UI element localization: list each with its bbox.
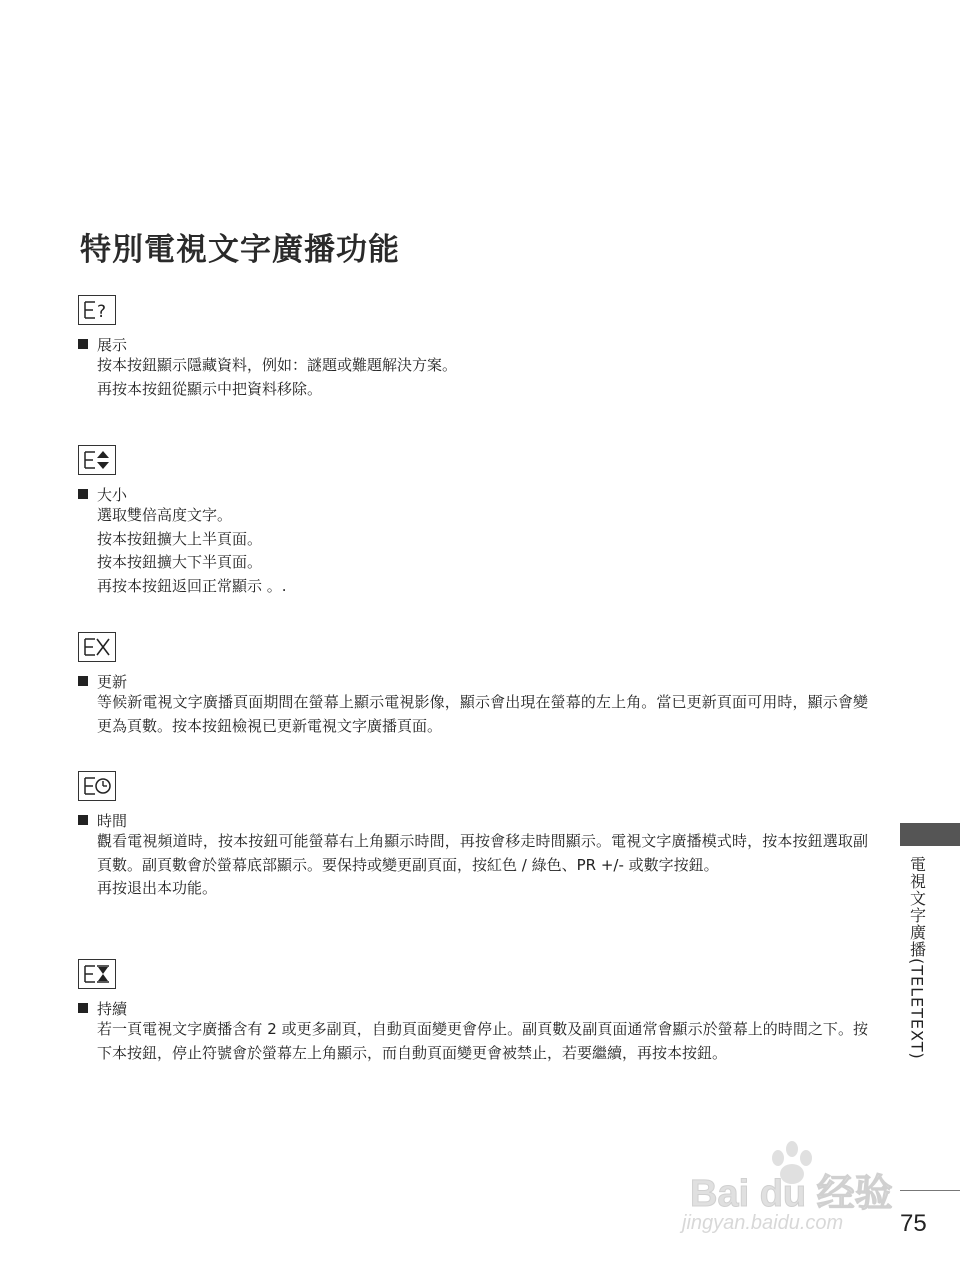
section-line: 再按本按鈕從顯示中把資料移除。 bbox=[97, 379, 323, 398]
time-icon bbox=[78, 771, 116, 801]
section-heading: 更新 bbox=[97, 672, 128, 691]
bullet-icon bbox=[78, 676, 88, 686]
reveal-icon bbox=[78, 295, 116, 325]
section-paragraph: 等候新電視文字廣播頁面期間在螢幕上顯示電視影像，顯示會出現在螢幕的左上角。當已更新頁面可用時，顯示會變更為頁數。按本按鈕檢視已更新電視文字廣播頁面。 bbox=[97, 693, 868, 735]
section-time bbox=[78, 771, 868, 901]
section-update bbox=[78, 632, 868, 738]
update-icon bbox=[78, 632, 116, 662]
bullet-icon bbox=[78, 1003, 88, 1013]
section-heading: 時間 bbox=[97, 811, 128, 830]
page-number: 75 bbox=[900, 1210, 927, 1237]
section-paragraph: 再按退出本功能。 bbox=[97, 879, 218, 897]
watermark bbox=[682, 1138, 902, 1246]
section-reveal bbox=[78, 295, 868, 401]
bullet-icon bbox=[78, 489, 88, 499]
watermark-brand: Bai du 经验 bbox=[690, 1173, 893, 1215]
bullet-icon bbox=[78, 815, 88, 825]
watermark-url: jingyan.baidu.com bbox=[682, 1212, 844, 1234]
size-icon bbox=[78, 445, 116, 475]
section-line: 按本按鈕擴大上半頁面。 bbox=[97, 529, 263, 548]
section-heading: 大小 bbox=[97, 485, 128, 504]
hold-icon bbox=[78, 959, 116, 989]
chapter-tab bbox=[900, 823, 960, 846]
section-line: 按本按鈕顯示隱藏資料，例如：謎題或難題解決方案。 bbox=[97, 356, 458, 374]
section-heading: 展示 bbox=[97, 335, 128, 354]
chapter-label: 電視文字廣播(TELETEXT) bbox=[907, 856, 927, 1060]
section-size bbox=[78, 445, 868, 598]
page-title: 特別電視文字廣播功能 bbox=[80, 232, 400, 268]
page-rule bbox=[900, 1190, 960, 1191]
section-hold bbox=[78, 959, 868, 1065]
section-paragraph: 若一頁電視文字廣播含有 2 或更多副頁，自動頁面變更會停止。副頁數及副頁面通常會顯示於螢幕上的時間之下。按下本按鈕，停止符號會於螢幕左上角顯示，而自動頁面變更會被禁止，若要繼續，再按本按鈕。 bbox=[97, 1020, 868, 1062]
section-line: 選取雙倍高度文字。 bbox=[97, 506, 233, 524]
section-paragraph: 觀看電視頻道時，按本按鈕可能螢幕右上角顯示時間，再按會移走時間顯示。電視文字廣播模式時，按本按鈕選取副頁數。副頁數會於螢幕底部顯示。要保持或變更副頁面，按紅色 / 綠色、PR +/- 或數字按鈕。 bbox=[97, 832, 868, 874]
svg-text:?: ? bbox=[97, 302, 107, 321]
bullet-icon bbox=[78, 339, 88, 349]
section-heading: 持續 bbox=[97, 999, 128, 1018]
section-line: 按本按鈕擴大下半頁面。 bbox=[97, 553, 263, 571]
section-line: 再按本按鈕返回正常顯示 。. bbox=[97, 576, 287, 595]
